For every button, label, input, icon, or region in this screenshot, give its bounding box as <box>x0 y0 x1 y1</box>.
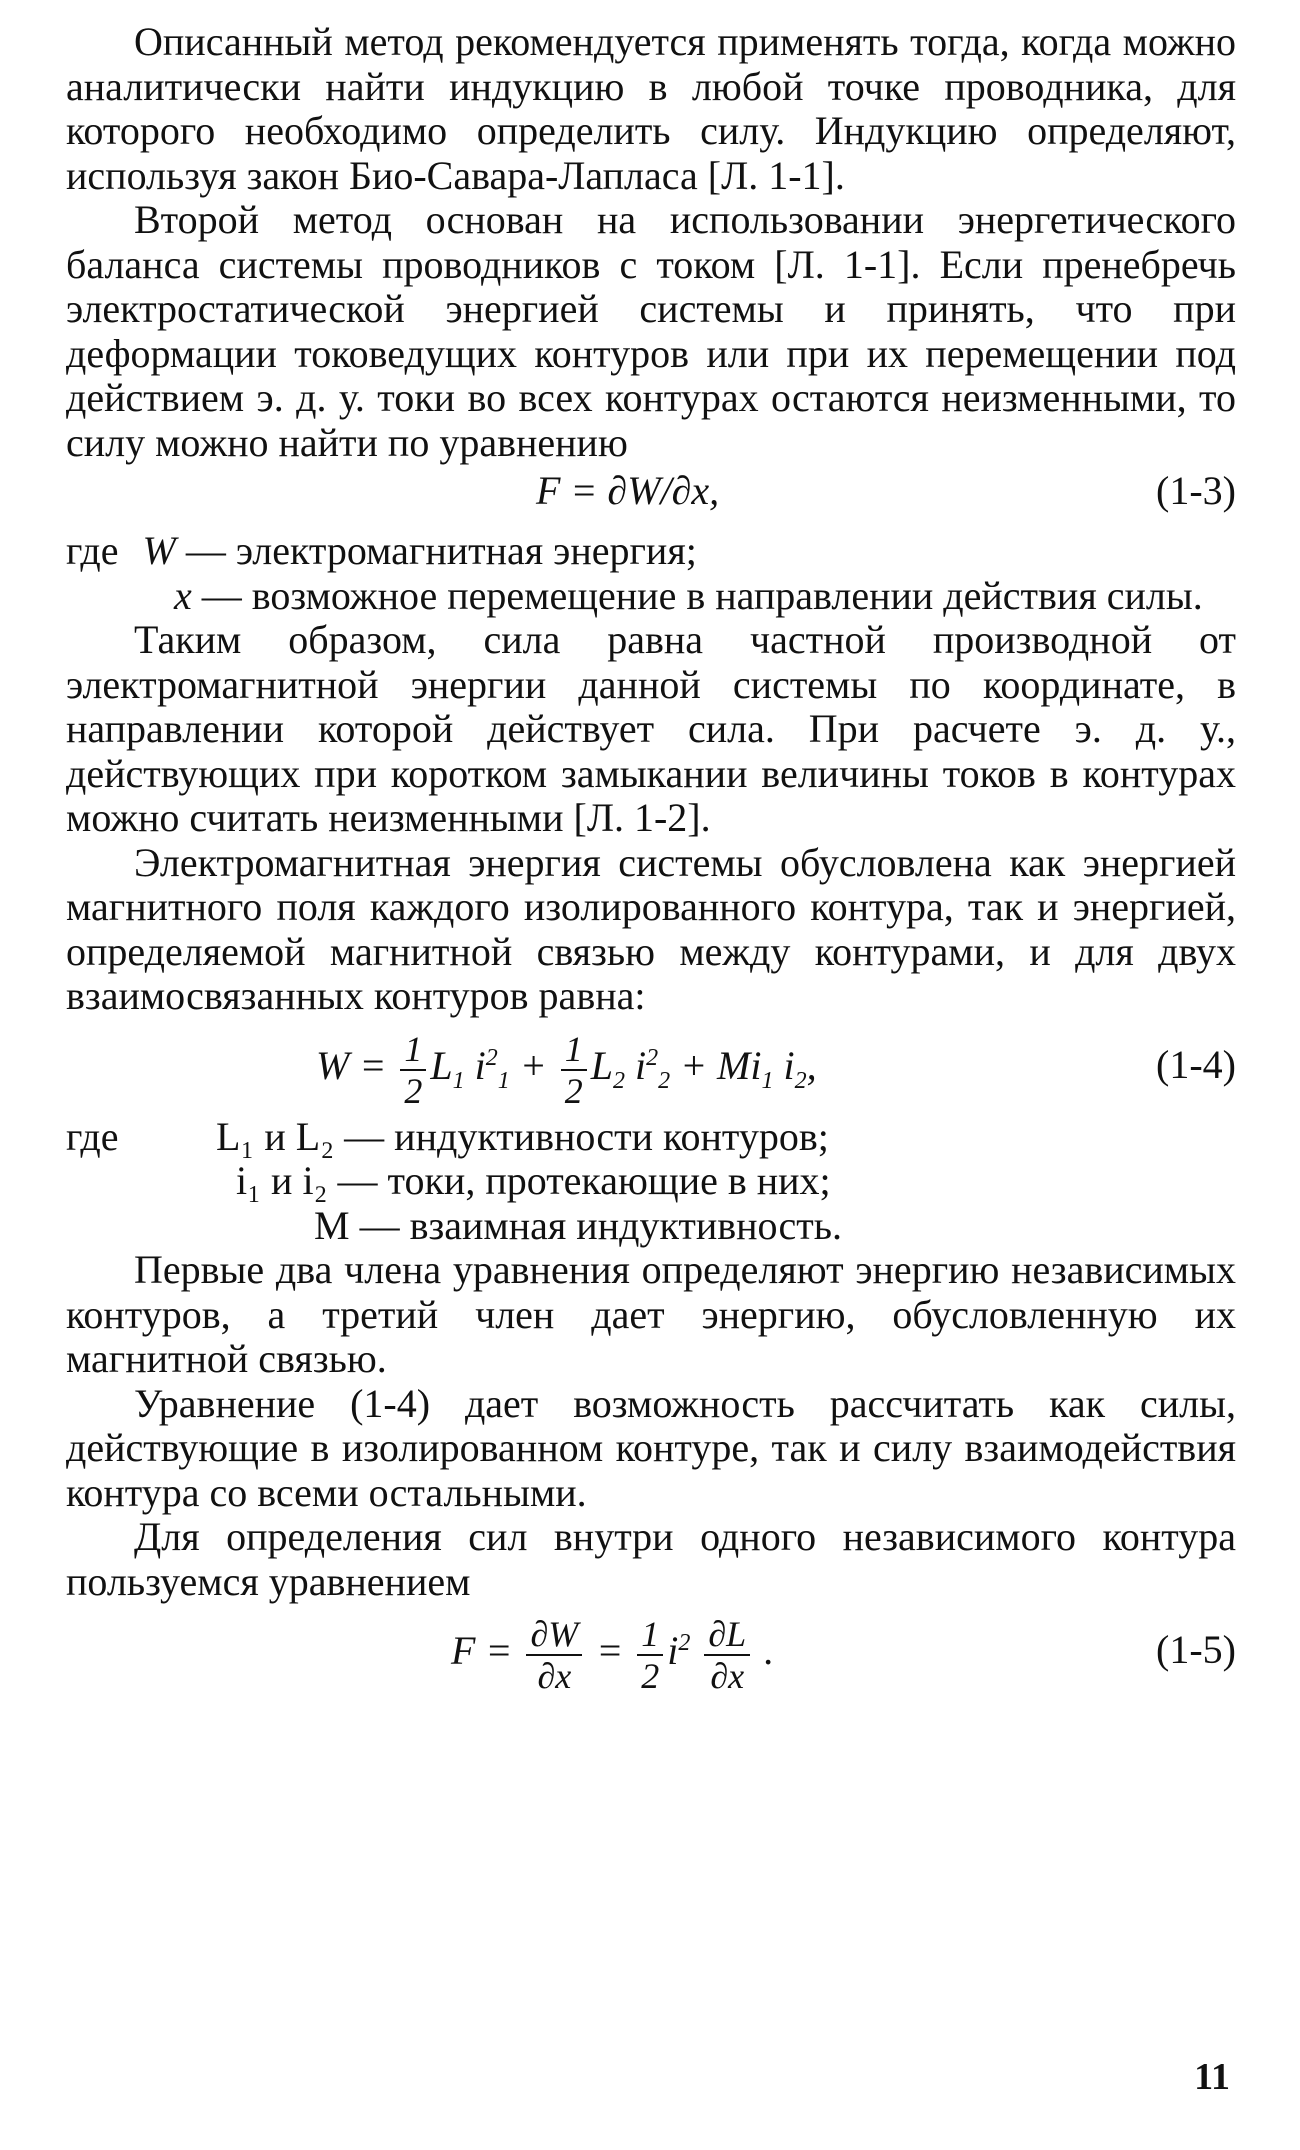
definition-M <box>66 1204 1236 1249</box>
symbol-x: x <box>174 572 192 618</box>
paragraph-4: Электромагнитная энергия системы обусловлена как энергией магнитного поля каждого изолированного контура, так и энергией, определяемой магнитной связью между контурами, и для двух взаимосвязанных контуров равна: <box>66 839 1236 1018</box>
paragraph-7: Для определения сил внутри одного независимого контура пользуемся уравнением <box>66 1514 1236 1604</box>
definition-W <box>66 529 1236 574</box>
definition-x-text: — возможное перемещение в направлении действия силы. <box>191 572 1203 618</box>
definitions-1-3 <box>66 529 1236 618</box>
equation-1-3 <box>66 465 1236 529</box>
equation-1-4-number: (1-4) <box>1156 1041 1236 1087</box>
eq14-lhs: W = <box>316 1042 387 1088</box>
paragraph-6: Уравнение (1-4) дает возможность рассчитать как силы, действующие в изолированном контуре, так и силу взаимодействия контура со всеми остальными. <box>66 1380 1236 1515</box>
definition-i <box>66 1159 1236 1204</box>
symbol-W: W <box>142 528 176 573</box>
definition-i-text: i₁ и i₂ — токи, протекающие в них; <box>236 1158 831 1203</box>
equation-1-5-number: (1-5) <box>1156 1627 1236 1672</box>
paragraph-2: Второй метод основан на использовании энергетического баланса системы проводников с током [Л. 1-1]. Если пренебречь электростатической энергией системы и принять, что при деформации токоведущих контуров или при их перемещении под действием э. д. у. токи во всех контурах остаются неизменными, то силу можно найти по уравнению <box>66 197 1236 465</box>
definitions-1-4 <box>66 1115 1236 1249</box>
definition-W-text: — электромагнитная энергия; <box>175 528 697 573</box>
where-label-2: где <box>66 1113 119 1159</box>
paragraph-5: Первые два члена уравнения определяют энергию независимых контуров, а третий член дает энергию, обусловленную их магнитной связью. <box>66 1247 1236 1381</box>
equation-1-3-number: (1-3) <box>1156 468 1236 513</box>
equation-1-4 <box>66 1019 1236 1115</box>
page-number: 11 <box>1194 2056 1230 2098</box>
paragraph-3: Таким образом, сила равна частной производной от электромагнитной энергии данной системы по координате, в направлении которой действует сила. При расчете э. д. у., действующих при коротком замыкании величины токов в контурах можно считать неизменными [Л. 1-2]. <box>66 617 1236 840</box>
equation-1-4-expr: W = $\frac{1}{2}$ $L_1$ $i^2_1$ + $\frac{1}{2}$ $L_2$ $i^2_2 + Mi_1$ $i_2$, <box>316 1028 817 1111</box>
body-text <box>66 20 1236 1700</box>
equation-1-5 <box>66 1604 1236 1700</box>
where-label: где <box>66 528 119 573</box>
definition-M-text: M — взаимная индуктивность. <box>314 1202 843 1248</box>
fraction-dW-dx: $\frac{\partial W}{\partial x}$ <box>526 1614 582 1696</box>
definition-x <box>66 574 1236 619</box>
fraction-half-1: $\frac{1}{2}$ <box>400 1029 426 1111</box>
fraction-dL-dx: $\frac{\partial L}{\partial x}$ <box>704 1614 750 1696</box>
fraction-half-3: $\frac{1}{2}$ <box>637 1614 663 1696</box>
equation-1-3-expr: F = ∂W/∂x, <box>536 468 720 513</box>
definition-L-text: L₁ и L₂ — индуктивности контуров; <box>216 1113 829 1159</box>
definition-L <box>66 1115 1236 1160</box>
paragraph-1: Описанный метод рекомендуется применять тогда, когда можно аналитически найти индукцию в любой точке проводника, для которого необходимо определить силу. Индукцию определяют, используя закон Био-Савара-Лапласа [Л. 1-1]. <box>66 19 1236 198</box>
equation-1-5-expr: F = $\frac{\partial W}{\partial x}$ = $\frac{1}{2}$ $i^2$ $\frac{\partial L}{\partial x}$ . <box>451 1614 775 1696</box>
fraction-half-2: $\frac{1}{2}$ <box>561 1029 587 1111</box>
